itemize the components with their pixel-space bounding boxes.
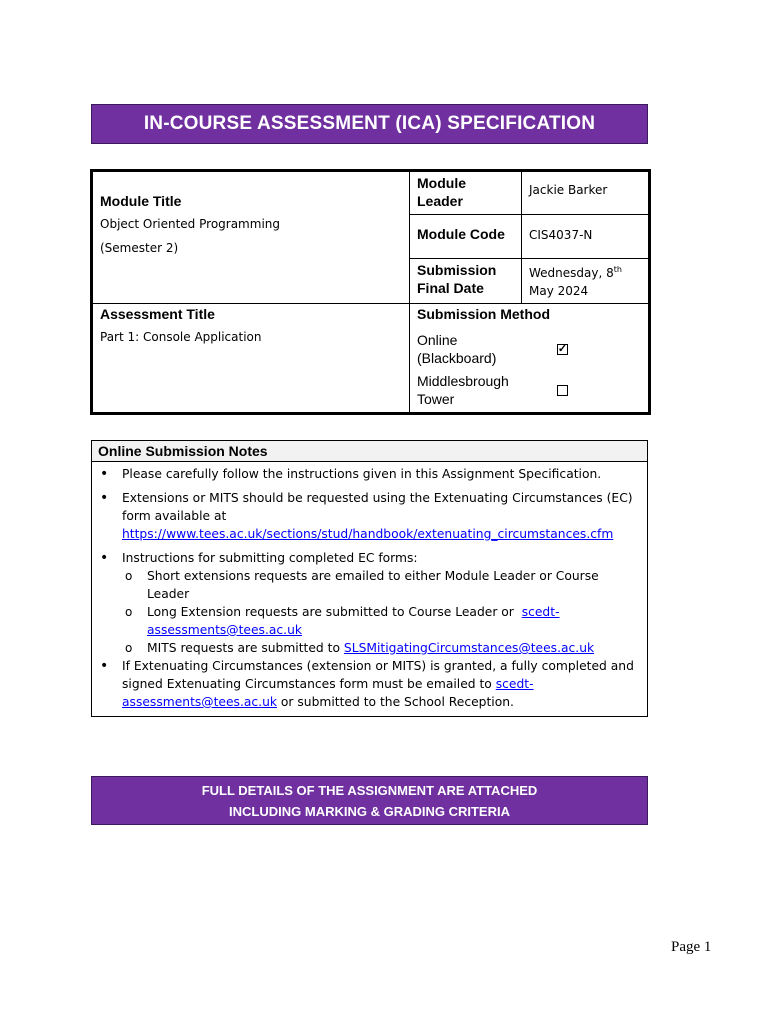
module-code-value-cell bbox=[522, 215, 650, 259]
footer-line-2: INCLUDING MARKING & GRADING CRITERIA bbox=[229, 803, 510, 819]
sub-note-3: MITS requests are submitted to bbox=[147, 641, 340, 655]
tower-checkbox[interactable] bbox=[557, 385, 568, 396]
module-title-label: Module Title bbox=[100, 193, 182, 209]
scedt-email-link[interactable]: scedt-assessments@tees.ac.uk bbox=[147, 605, 560, 637]
note-2: Extensions or MITS should be requested using the Extenuating Circumstances (EC) form available at bbox=[122, 491, 633, 523]
submission-date-label-cell bbox=[410, 259, 522, 304]
scedt-email-link-2[interactable]: scedt-assessments@tees.ac.uk bbox=[122, 677, 534, 709]
footer-banner bbox=[91, 776, 648, 825]
module-leader-value: Jackie Barker bbox=[529, 183, 608, 197]
module-title-cell bbox=[92, 171, 410, 304]
note-4: If Extenuating Circumstances (extension or MITS) is granted, a fully completed and signed Extenuating Circumstances form must be emailed to bbox=[122, 659, 634, 691]
list-item bbox=[147, 639, 641, 657]
submission-date-label: Submission bbox=[417, 262, 497, 278]
method-tower-label: Middlesbrough bbox=[417, 373, 509, 389]
list-item bbox=[147, 567, 641, 603]
submission-method-cell bbox=[410, 304, 650, 414]
document-title: IN-COURSE ASSESSMENT (ICA) SPECIFICATION bbox=[91, 104, 648, 144]
notes-list bbox=[92, 462, 647, 711]
module-leader-value-cell bbox=[522, 171, 650, 215]
note-4-tail: or submitted to the School Reception. bbox=[276, 695, 514, 709]
module-leader-label: Module bbox=[417, 175, 466, 191]
mits-email-link[interactable]: SLSMitigatingCircumstances@tees.ac.uk bbox=[343, 641, 595, 655]
notes-sublist bbox=[122, 567, 641, 657]
sub-note-2: Long Extension requests are submitted to Course Leader or bbox=[147, 605, 514, 619]
module-info-table bbox=[90, 169, 651, 415]
list-item bbox=[122, 657, 641, 711]
sub-note-1: Short extensions requests are emailed to either Module Leader or Course Leader bbox=[147, 569, 599, 601]
footer-line-1: FULL DETAILS OF THE ASSIGNMENT ARE ATTACHED bbox=[201, 782, 538, 798]
note-3: Instructions for submitting completed EC forms: bbox=[122, 551, 418, 565]
submission-date-value-2: May 2024 bbox=[529, 284, 589, 298]
method-online-label-2: (Blackboard) bbox=[417, 350, 497, 366]
assessment-title-value: Part 1: Console Application bbox=[100, 330, 262, 344]
method-online-label: Online bbox=[417, 332, 458, 348]
module-leader-label-cell bbox=[410, 171, 522, 215]
submission-notes bbox=[91, 440, 648, 717]
method-tower-label-2: Tower bbox=[417, 391, 455, 407]
page-number: Page 1 bbox=[671, 939, 712, 955]
note-1: Please carefully follow the instructions given in this Assignment Specification. bbox=[122, 467, 602, 481]
module-code-value: CIS4037-N bbox=[529, 228, 593, 242]
method-tower bbox=[417, 372, 641, 408]
module-code-label-cell bbox=[410, 215, 522, 259]
module-semester: (Semester 2) bbox=[100, 241, 179, 255]
submission-date-value: Wednesday, 8 bbox=[529, 266, 614, 280]
online-checkbox-checked[interactable]: ✓ bbox=[557, 343, 568, 355]
module-code-label: Module Code bbox=[417, 226, 505, 242]
list-item bbox=[122, 489, 641, 543]
submission-method-label: Submission Method bbox=[417, 306, 550, 322]
module-title-value: Object Oriented Programming bbox=[100, 217, 280, 231]
method-online bbox=[417, 331, 641, 367]
date-superscript: th bbox=[613, 265, 622, 274]
module-leader-label-2: Leader bbox=[417, 193, 463, 209]
submission-date-value-cell bbox=[522, 259, 650, 304]
submission-date-label-2: Final Date bbox=[417, 280, 484, 296]
ec-form-link[interactable]: https://www.tees.ac.uk/sections/stud/handbook/extenuating_circumstances.cfm bbox=[122, 527, 614, 541]
assessment-title-cell bbox=[92, 304, 410, 414]
list-item bbox=[147, 603, 641, 639]
list-item bbox=[122, 549, 641, 657]
assessment-title-label: Assessment Title bbox=[100, 306, 215, 322]
list-item bbox=[122, 465, 641, 483]
notes-header: Online Submission Notes bbox=[92, 441, 647, 462]
